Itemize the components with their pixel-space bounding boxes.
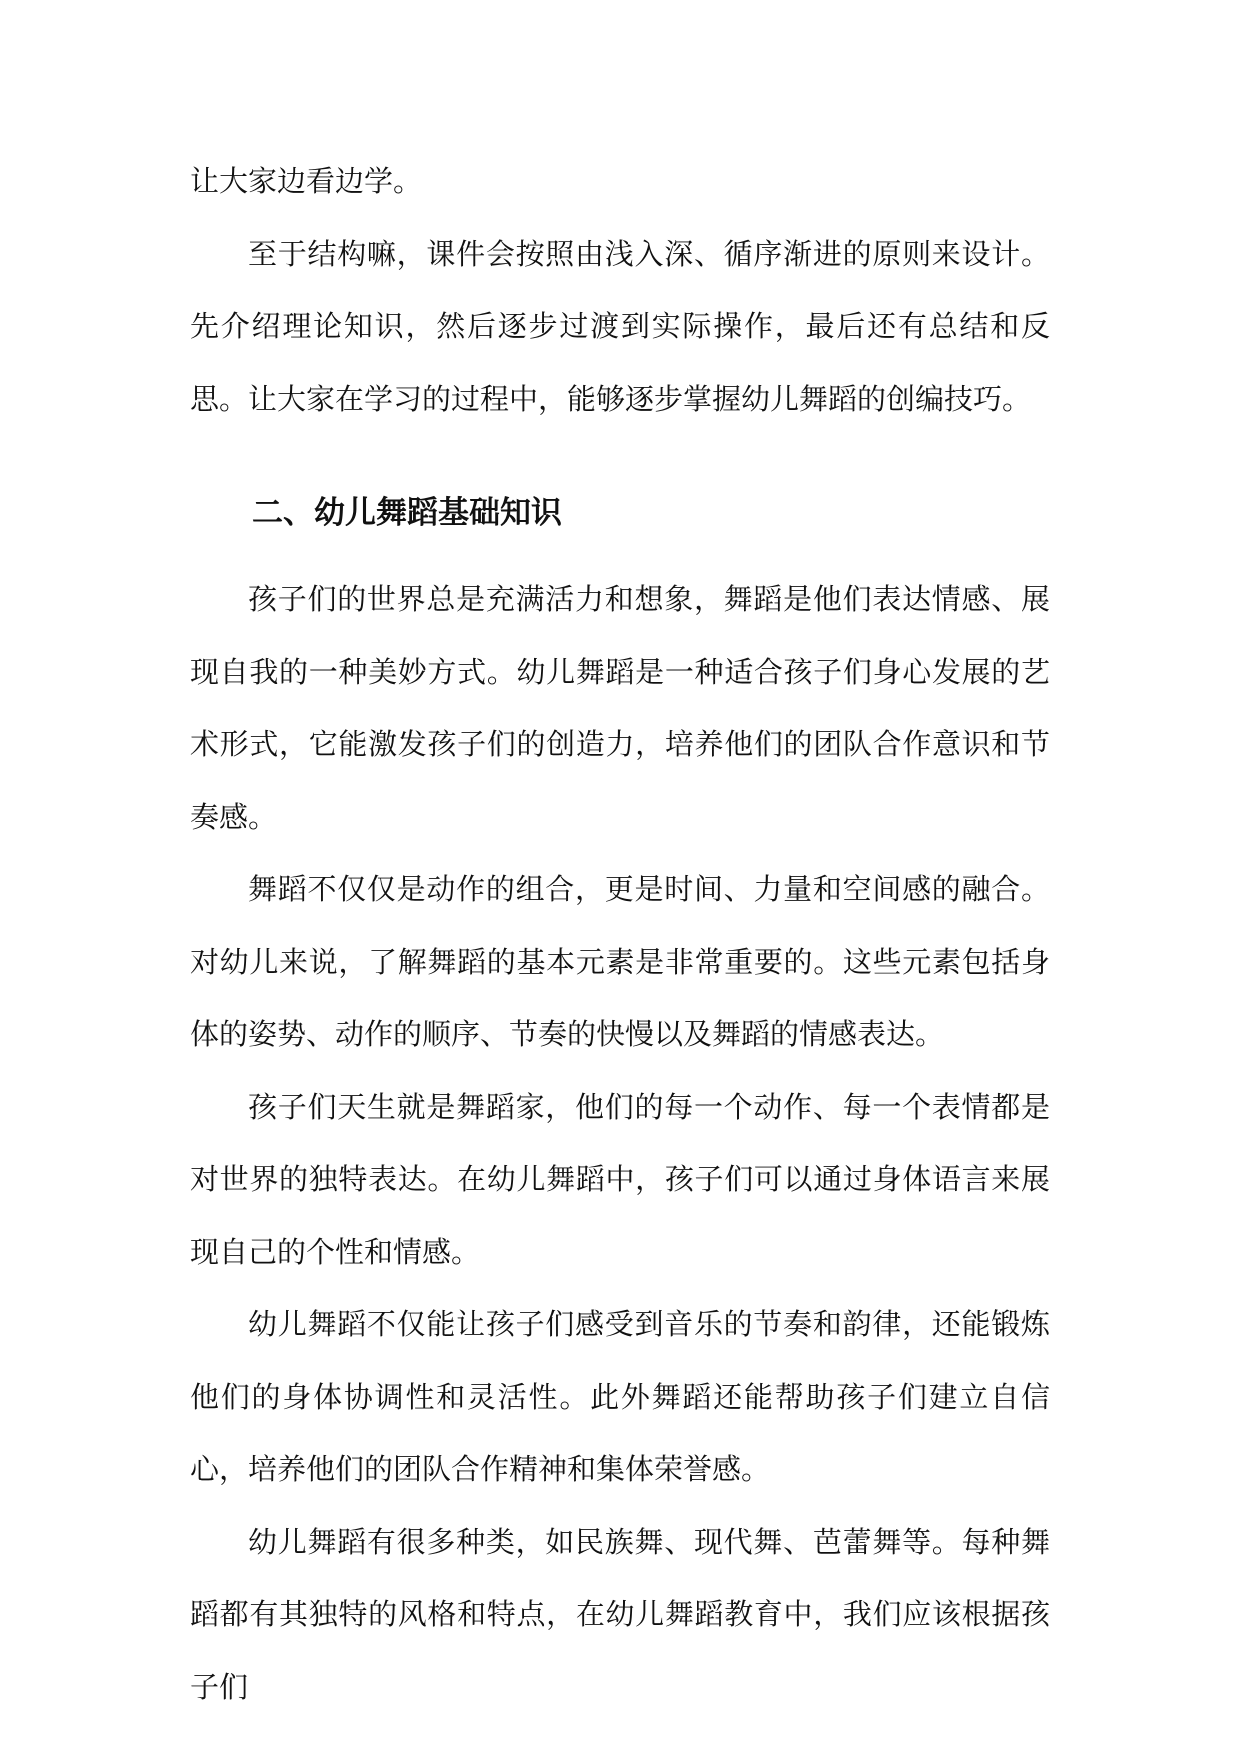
paragraph-continuation: 让大家边看边学。: [190, 164, 423, 198]
paragraph-dance-types: 幼儿舞蹈有很多种类，如民族舞、现代舞、芭蕾舞等。每种舞蹈都有其独特的风格和特点，在幼儿舞蹈教育中，我们应该根据孩子们: [190, 1524, 1050, 1704]
paragraph-born-dancers: 孩子们天生就是舞蹈家，他们的每一个动作、每一个表情都是对世界的独特表达。在幼儿舞蹈中，孩子们可以通过身体语言来展现自己的个性和情感。: [190, 1089, 1050, 1269]
document-body: [190, 145, 1050, 1723]
paragraph-dance-elements: 舞蹈不仅仅是动作的组合，更是时间、力量和空间感的融合。对幼儿来说，了解舞蹈的基本元素是非常重要的。这些元素包括身体的姿势、动作的顺序、节奏的快慢以及舞蹈的情感表达。: [190, 872, 1050, 1051]
paragraph-dance-intro: 孩子们的世界总是充满活力和想象，舞蹈是他们表达情感、展现自我的一种美妙方式。幼儿舞蹈是一种适合孩子们身心发展的艺术形式，它能激发孩子们的创造力，培养他们的团队合作意识和节奏感。: [190, 582, 1050, 834]
paragraph-dance-benefits: 幼儿舞蹈不仅能让孩子们感受到音乐的节奏和韵律，还能锻炼他们的身体协调性和灵活性。此外舞蹈还能帮助孩子们建立自信心，培养他们的团队合作精神和集体荣誉感。: [190, 1307, 1050, 1486]
section-heading: 二、幼儿舞蹈基础知识: [252, 495, 562, 531]
paragraph-course-structure: 至于结构嘛，课件会按照由浅入深、循序渐进的原则来设计。先介绍理论知识，然后逐步过渡到实际操作，最后还有总结和反思。让大家在学习的过程中，能够逐步掌握幼儿舞蹈的创编技巧。: [190, 236, 1050, 416]
